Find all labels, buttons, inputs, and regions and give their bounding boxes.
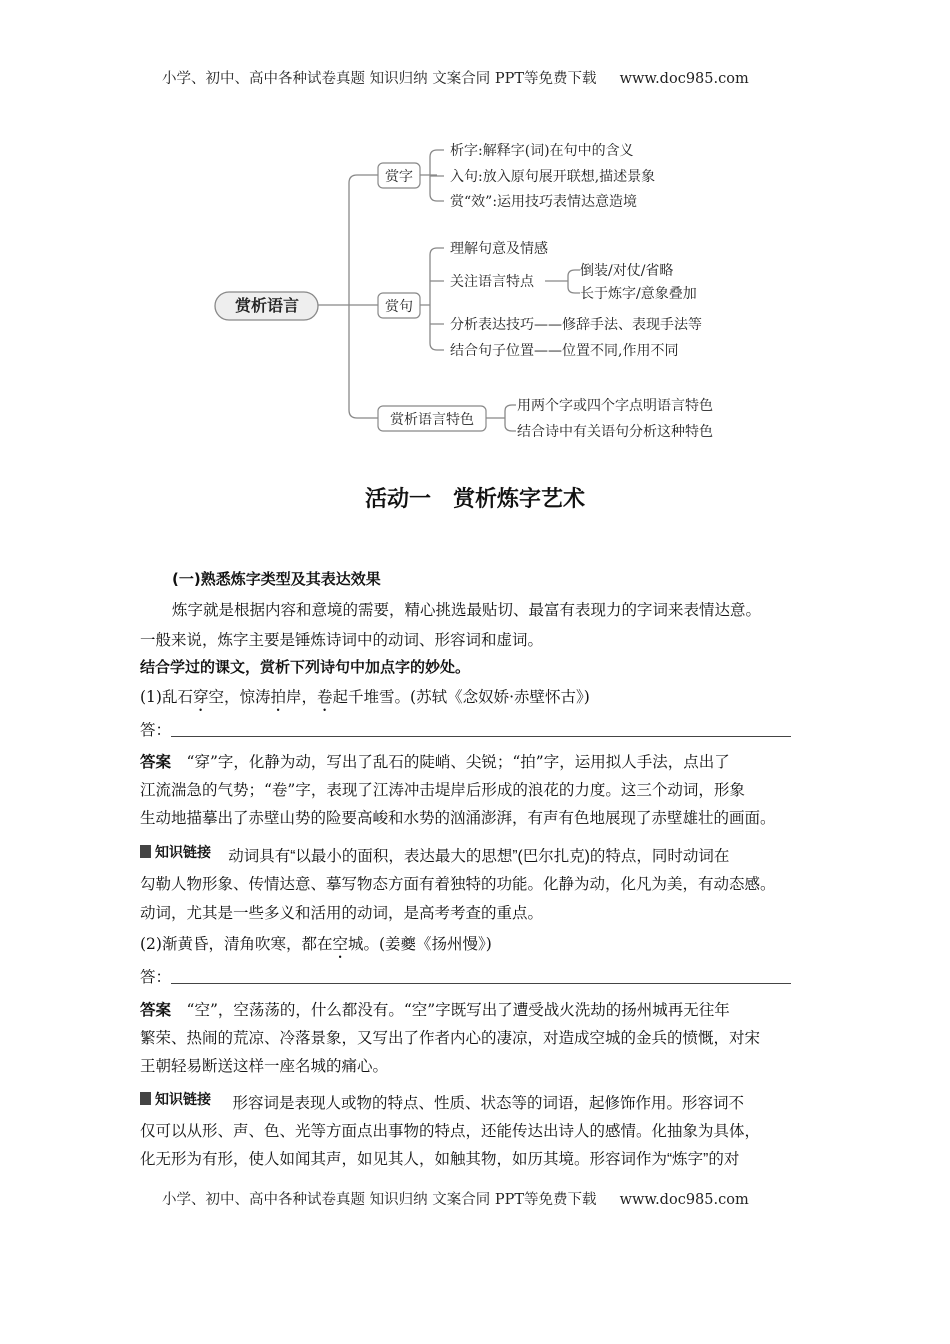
header-text: 小学、初中、高中各种试卷真题 知识归纳 文案合同 PPT等免费下载 [162,71,597,87]
dotted-char: 拍 [270,688,287,706]
q-text: 空，惊涛 [208,688,271,706]
leaf: 用两个字或四个字点明语言特色 [517,398,713,414]
leaf: 析字:解释字(词)在句中的含义 [450,143,634,159]
tag-label: 知识链接 [155,1092,211,1108]
link-text: 勾勒人物形象、传情达意、摹写物态方面有着独特的功能。化静为动，化凡为美，有动态感。 [140,876,776,893]
node-label: 赏字 [385,169,413,185]
q-text: (1)乱石 [140,688,193,706]
answer-prefix: 答： [140,968,172,986]
mind-map [0,0,950,460]
answer-text: 繁荣、热闹的荒凉、冷落景象，又写出了作者内心的凄凉，对造成空城的金兵的愤慨，对宋 [140,1029,761,1047]
answer-text: “穿”字，化静为动，写出了乱石的陡峭、尖锐；“拍”字，运用拟人手法，点出了 [171,753,730,771]
dotted-char: 穿 [192,688,209,706]
answer-text: 王朝轻易断送这样一座名城的痛心。 [140,1057,389,1075]
question-1 [140,687,590,715]
link-text: 化无形为有形，使人如闻其声，如见其人，如触其物，如历其境。形容词作为“炼字”的对 [140,1151,740,1168]
answer-line-2[interactable] [140,967,791,987]
dotted-char: 空 [332,935,348,953]
answer-text: 生动地描摹出了赤壁山势的险要高峻和水势的汹涌澎湃，有声有色地展现了赤壁雄壮的画面。 [140,809,776,827]
q-text: 起千堆雪。(苏轼《念奴娇·赤壁怀古》) [332,688,590,706]
leaf: 结合句子位置——位置不同,作用不同 [450,343,679,359]
task-text: 结合学过的课文，赏析下列诗句中加点字的妙处。 [140,658,471,676]
link-text: 仅可以从形、声、色、光等方面点出事物的特点，还能传达出诗人的感情。化抽象为具体， [140,1123,761,1140]
link-text: 形容词是表现人或物的特点、性质、状态等的词语，起修饰作用。形容词不 [232,1095,745,1112]
link-text: 动词具有“以最小的面积，表达最大的思想”(巴尔扎克)的特点，同时动词在 [228,848,730,865]
tag-label: 知识链接 [155,845,211,861]
leaf: 关注语言特点 [450,274,534,290]
square-icon [140,1092,151,1105]
header-site: www.doc985.com [619,71,749,87]
knowledge-link-1 [140,843,729,863]
knowledge-link-tag [140,1090,211,1110]
answer-2 [140,1000,730,1020]
q-text: (2)渐黄昏，清角吹寒，都在 [140,935,333,953]
leaf: 赏“效”:运用技巧表情达意造境 [450,194,638,210]
link-text: 动词，尤其是一些多义和活用的动词，是高考考查的重点。 [140,905,544,922]
leaf: 结合诗中有关语句分析这种特色 [517,424,713,440]
answer-blank[interactable] [171,736,791,737]
leaf: 分析表达技巧——修辞手法、表现手法等 [450,317,702,333]
answer-label: 答案 [140,753,172,771]
leaf: 理解句意及情感 [450,241,548,257]
page-footer [162,1190,749,1210]
answer-text: “空”，空荡荡的，什么都没有。“空”字既写出了遭受战火洗劫的扬州城再无往年 [171,1001,730,1019]
leaf: 入句:放入原句展开联想,描述景象 [450,169,656,185]
node-label: 赏句 [385,299,413,315]
footer-text: 小学、初中、高中各种试卷真题 知识归纳 文案合同 PPT等免费下载 [162,1192,597,1208]
question-2 [140,934,492,962]
node-label: 赏析语言特色 [390,412,474,428]
knowledge-link-tag [140,843,211,863]
answer-text: 江流湍急的气势；“卷”字，表现了江涛冲击堤岸后形成的浪花的力度。这三个动词，形象 [140,781,745,799]
footer-site: www.doc985.com [619,1192,749,1208]
answer-label: 答案 [140,1001,172,1019]
root-node-label: 赏析语言 [234,296,300,315]
intro-line: 一般来说，炼字主要是锤炼诗词中的动词、形容词和虚词。 [140,631,544,649]
knowledge-link-2 [140,1090,744,1110]
square-icon [140,845,151,858]
leaf: 长于炼字/意象叠加 [580,286,697,302]
dotted-char: 卷 [317,688,333,706]
q-text: 岸， [286,688,318,706]
answer-line-1[interactable] [140,720,791,740]
leaf: 倒装/对仗/省略 [580,263,674,279]
q-text: 城。(姜夔《扬州慢》) [347,935,492,953]
answer-1 [140,752,730,772]
intro-line: 炼字就是根据内容和意境的需要，精心挑选最贴切、最富有表现力的字词来表情达意。 [172,601,762,619]
answer-prefix: 答： [140,721,172,739]
answer-blank[interactable] [171,983,791,984]
section-title: 活动一 赏析炼字艺术 [364,487,585,512]
subsection-title: (一)熟悉炼字类型及其表达效果 [172,570,381,588]
